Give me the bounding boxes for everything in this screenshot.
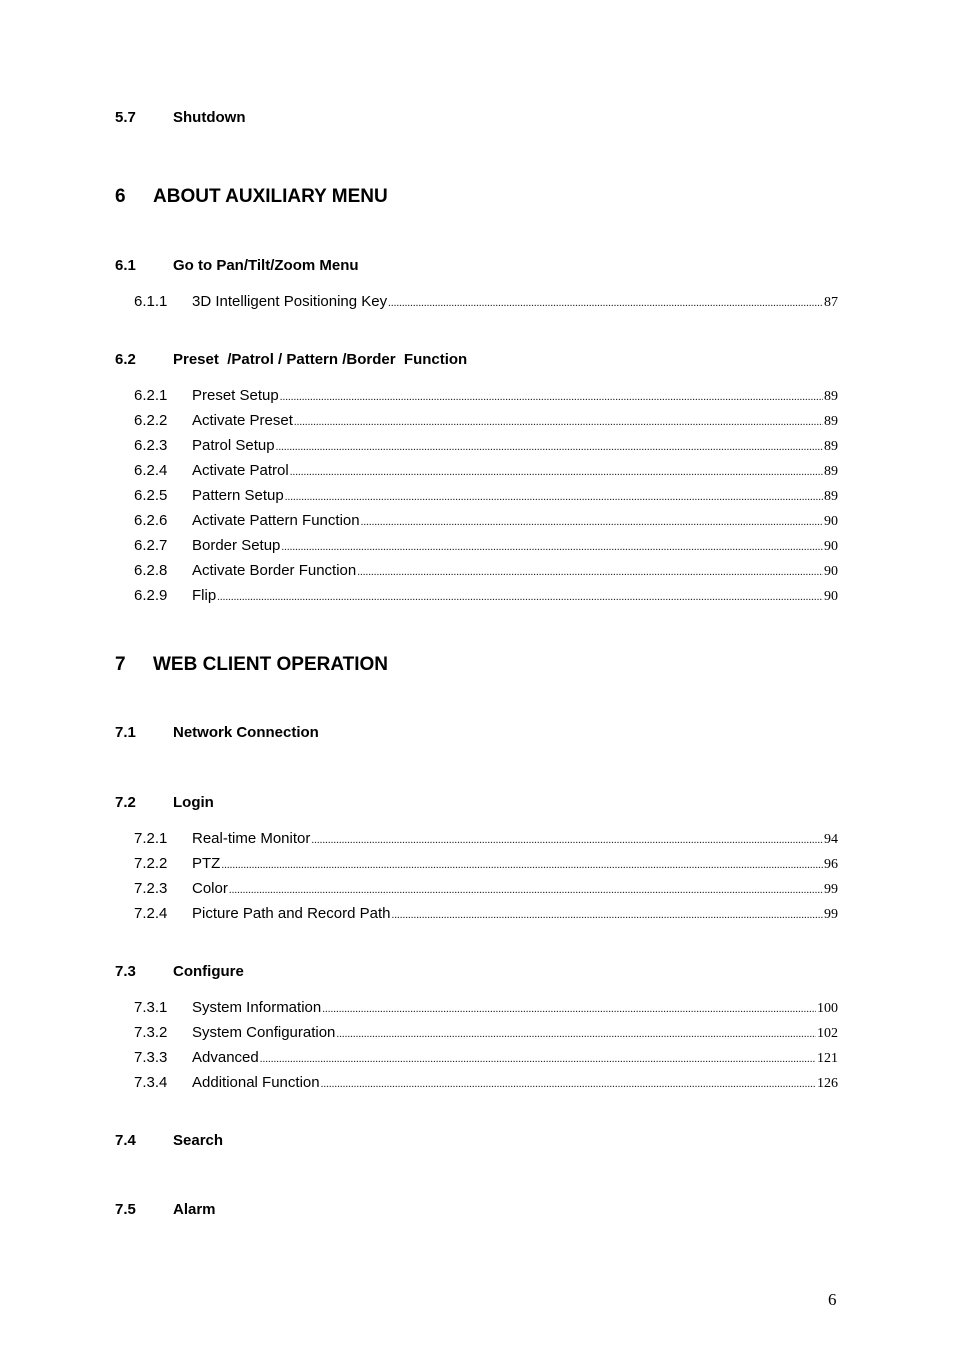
entry-number: 6.2.5 (134, 487, 168, 504)
entry-title: Activate Patrol (192, 462, 289, 479)
entry-title: Border Setup (192, 537, 281, 554)
leader-dots (321, 1078, 816, 1090)
entry-title: Activate Preset (192, 412, 293, 429)
entry-number: 7.3.3 (134, 1049, 168, 1066)
entry-page: 94 (824, 832, 838, 847)
toc-entry-6-1-1[interactable] (134, 293, 838, 313)
entry-page: 100 (817, 1001, 838, 1016)
entry-number: 7.2.3 (134, 880, 168, 897)
entry-title: Color (192, 880, 228, 897)
leader-dots (361, 516, 823, 528)
chapter-title: WEB CLIENT OPERATION (153, 654, 389, 675)
leader-dots (357, 566, 823, 578)
section-number: 7.5 (115, 1201, 136, 1218)
entry-number: 7.3.2 (134, 1024, 168, 1041)
entry-number: 6.2.4 (134, 462, 168, 479)
entry-title: PTZ (192, 855, 221, 872)
toc-entry-6-2-9[interactable] (134, 587, 838, 607)
toc-entry-6-2-1[interactable] (134, 387, 838, 407)
entry-page: 121 (817, 1051, 838, 1066)
section-number: 7.3 (115, 963, 136, 980)
entry-page: 90 (824, 589, 838, 604)
entry-page: 89 (824, 489, 838, 504)
section-title: Search (173, 1132, 224, 1149)
entry-title: Additional Function (192, 1074, 320, 1091)
entry-title: Activate Pattern Function (192, 512, 360, 529)
entry-number: 7.2.4 (134, 905, 168, 922)
entry-number: 7.3.4 (134, 1074, 168, 1091)
toc-entry-7-3-2[interactable] (134, 1024, 838, 1044)
entry-number: 7.2.2 (134, 855, 168, 872)
section-title: Configure (173, 963, 244, 980)
leader-dots (391, 909, 823, 921)
section-number: 6.2 (115, 351, 136, 368)
toc-entry-7-2-3[interactable] (134, 880, 838, 900)
section-title: Network Connection (173, 724, 319, 741)
toc-entry-7-2-1[interactable] (134, 830, 838, 850)
entry-number: 6.2.2 (134, 412, 168, 429)
entry-number: 6.2.3 (134, 437, 168, 454)
entry-title: Advanced (192, 1049, 259, 1066)
entry-title: Pattern Setup (192, 487, 284, 504)
toc-entry-7-3-4[interactable] (134, 1074, 838, 1094)
entry-number: 6.1.1 (134, 293, 168, 310)
entry-number: 6.2.8 (134, 562, 168, 579)
section-number: 7.4 (115, 1132, 136, 1149)
entry-page: 99 (824, 907, 838, 922)
entry-page: 89 (824, 464, 838, 479)
entry-title: Patrol Setup (192, 437, 275, 454)
entry-title: Real-time Monitor (192, 830, 311, 847)
leader-dots (221, 859, 823, 871)
entry-page: 89 (824, 389, 838, 404)
toc-entry-6-2-7[interactable] (134, 537, 838, 557)
entry-page: 126 (817, 1076, 838, 1091)
leader-dots (322, 1003, 816, 1015)
toc-entry-7-3-3[interactable] (134, 1049, 838, 1069)
section-number: 5.7 (115, 109, 136, 126)
leader-dots (276, 441, 823, 453)
entry-number: 7.3.1 (134, 999, 168, 1016)
section-number: 6.1 (115, 257, 136, 274)
toc-entry-7-2-2[interactable] (134, 855, 838, 875)
leader-dots (290, 466, 823, 478)
entry-page: 96 (824, 857, 838, 872)
entry-number: 7.2.1 (134, 830, 168, 847)
chapter-number: 6 (115, 186, 126, 207)
entry-page: 99 (824, 882, 838, 897)
toc-entry-6-2-8[interactable] (134, 562, 838, 582)
toc-entry-7-3-1[interactable] (134, 999, 838, 1019)
section-title: Alarm (173, 1201, 216, 1218)
entry-page: 90 (824, 514, 838, 529)
toc-entry-6-2-3[interactable] (134, 437, 838, 457)
section-title: Preset /Patrol / Pattern /Border Function (173, 351, 468, 368)
section-number: 7.2 (115, 794, 136, 811)
toc-entry-6-2-4[interactable] (134, 462, 838, 482)
entry-title: System Information (192, 999, 322, 1016)
entry-number: 6.2.7 (134, 537, 168, 554)
leader-dots (388, 297, 823, 309)
entry-page: 90 (824, 539, 838, 554)
page-number: 6 (828, 1290, 837, 1309)
entry-page: 89 (824, 414, 838, 429)
toc-entry-6-2-5[interactable] (134, 487, 838, 507)
leader-dots (294, 416, 823, 428)
leader-dots (311, 834, 823, 846)
section-number: 7.1 (115, 724, 136, 741)
leader-dots (229, 884, 823, 896)
section-title: Login (173, 794, 214, 811)
section-title: Shutdown (173, 109, 246, 126)
leader-dots (285, 491, 823, 503)
entry-page: 89 (824, 439, 838, 454)
entry-title: System Configuration (192, 1024, 336, 1041)
leader-dots (281, 541, 823, 553)
entry-title: Flip (192, 587, 217, 604)
entry-page: 102 (817, 1026, 838, 1041)
entry-number: 6.2.6 (134, 512, 168, 529)
entry-title: Picture Path and Record Path (192, 905, 391, 922)
entry-number: 6.2.1 (134, 387, 168, 404)
section-title: Go to Pan/Tilt/Zoom Menu (173, 257, 359, 274)
entry-page: 87 (824, 295, 838, 310)
entry-page: 90 (824, 564, 838, 579)
toc-entry-7-2-4[interactable] (134, 905, 838, 925)
toc-entry-6-2-2[interactable] (134, 412, 838, 432)
chapter-title: ABOUT AUXILIARY MENU (153, 186, 388, 207)
entry-title: 3D Intelligent Positioning Key (192, 293, 388, 310)
entry-title: Preset Setup (192, 387, 279, 404)
chapter-number: 7 (115, 654, 126, 675)
leader-dots (336, 1028, 816, 1040)
entry-title: Activate Border Function (192, 562, 357, 579)
leader-dots (217, 591, 823, 603)
entry-number: 6.2.9 (134, 587, 168, 604)
toc-entry-6-2-6[interactable] (134, 512, 838, 532)
leader-dots (260, 1053, 816, 1065)
leader-dots (280, 391, 823, 403)
